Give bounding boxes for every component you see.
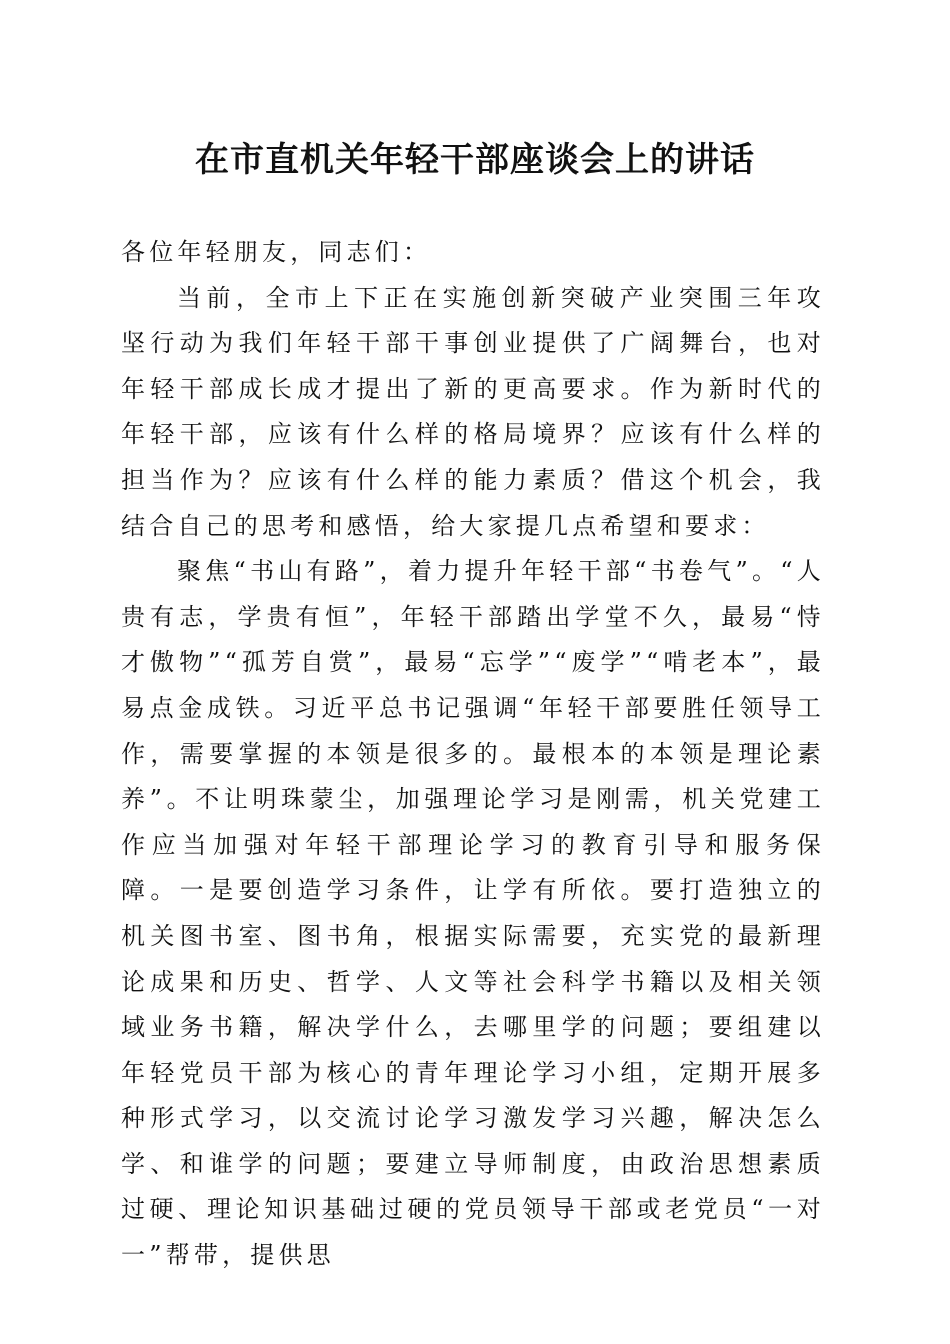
salutation: 各位年轻朋友，同志们：: [121, 238, 432, 266]
document-body: [121, 230, 825, 1279]
document-title: 在市直机关年轻干部座谈会上的讲话: [195, 140, 755, 180]
paragraph-study: 聚焦“书山有路”，着力提升年轻干部“书卷气”。“人贵有志，学贵有恒”，年轻干部踏出学堂不久，最易“恃才傲物”“孤芳自赏”，最易“忘学”“废学”“啃老本”，最易点金成铁。习近平总书记强调“年轻干部要胜任领导工作，需要掌握的本领是很多的。最根本的本领是理论素养”。不让明珠蒙尘，加强理论学习是刚需，机关党建工作应当加强对年轻干部理论学习的教育引导和服务保障。一是要创造学习条件，让学有所依。要打造独立的机关图书室、图书角，根据实际需要，充实党的最新理论成果和历史、哲学、人文等社会科学书籍以及相关领域业务书籍，解决学什么，去哪里学的问题；要组建以年轻党员干部为核心的青年理论学习小组，定期开展多种形式学习，以交流讨论学习激发学习兴趣，解决怎么学、和谁学的问题；要建立导师制度，由政治思想素质过硬、理论知识基础过硬的党员领导干部或老党员“一对一”帮带，提供思: [121, 557, 825, 1270]
paragraph-intro: 当前，全市上下正在实施创新突破产业突围三年攻坚行动为我们年轻干部干事创业提供了广阔舞台，也对年轻干部成长成才提出了新的更高要求。作为新时代的年轻干部，应该有什么样的格局境界？应该有什么样的担当作为？应该有什么样的能力素质？借这个机会，我结合自己的思考和感悟，给大家提几点希望和要求：: [121, 283, 825, 540]
